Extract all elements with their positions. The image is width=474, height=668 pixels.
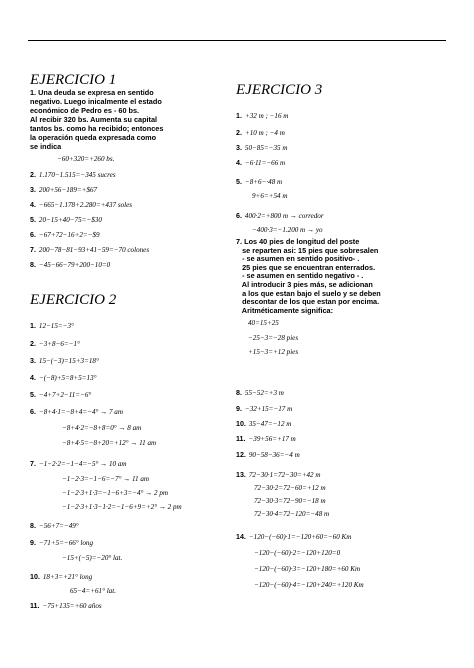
intro-line: se indica [30,142,62,151]
ex3-subline: −120−(−60)·3=−120+180=+60 Km [254,565,361,573]
ex3-item: 3. 50−85=−35 m [236,144,288,152]
ex2-item: 1. 12−15=−3° [30,322,74,330]
ex3-item: 5. −8+6−·48 m [236,178,283,186]
ex2-item: 7. −1−2·2=−1−4=−5° → 10 am [30,460,127,468]
ex2-subline: −8+4·2=−8+8=0° → 8 am [62,424,142,432]
ex3-item: 11. −39+56=+17 m [236,435,296,443]
ex2-subline: −15+(−5)=−20° lat. [62,554,123,562]
ejercicio-1-formula: −60+320=+260 bs. [57,155,115,163]
ex3-subline: −120−(−60)·2=−120+120=0 [254,549,341,557]
ex2-item: 5. −4+7+2−11=−6° [30,391,92,399]
ex3-item-7-text: 7. Los 40 pies de longitud del poste se reparten asi: 15 pies que sobresalen - se asumen en sentido positivo- . 25 pies que se encuentran enterrados. - se asumen en sentido negativo - . Al introducir 3 pies más, se adicionan a los que estan bajo el suelo y se deben descontar de los que estan por encima. Aritméticamente significa: [236,237,381,315]
ejercicio-3-title: EJERCICIO 3 [236,82,323,98]
ex2-item: 8. −56+7=−49° [30,522,79,530]
ex2-item: 11. −75+135=+60 años [30,602,102,610]
ex3-calc-line: 40=15+25 [248,319,279,327]
ex1-item: 3. 200+56−189=+$67 [30,186,98,194]
intro-line: negativo. Luego inicalmente el estado [30,97,162,106]
ex3-item: 14. −120−(−60)·1=−120+60=−60 Km [236,533,352,541]
ex2-item: 3. 15−(−3)=15+3=18° [30,357,99,365]
intro-line: 1. Una deuda se expresa en sentido [30,88,154,97]
ex3-item: 12. 90−58−36=−4 m [236,451,300,459]
ex3-item: 8. 55−52=+3 m [236,389,284,397]
ejercicio-2-title: EJERCICIO 2 [30,292,117,308]
ex3-item: 2. +10 m ; −4 m [236,129,285,137]
ex2-item: 2. −3+8−6=−1° [30,340,80,348]
ex3-calc-line: −25−3=−28 pies [248,334,299,342]
ex3-item: 1. +32 m ; −16 m [236,112,289,120]
ex3-subline: 72−30·3=72−90=−18 m [254,497,326,505]
top-rule [28,40,446,41]
ex2-subline: −8+4·5=−8+20=+12° → 11 am [62,439,157,447]
ex3-subline: 72−30·2=72−60=+12 m [254,484,326,492]
ex2-item: 10. 18+3=+21° long [30,573,93,581]
intro-line: la operación queda expresada como [30,133,157,142]
ex1-item: 5. 20−15+40−75=−$30 [30,216,102,224]
ex2-subline: −1−2·3+1·3=−1−6+3=−4° → 2 pm [62,489,169,497]
ex1-item: 8. −45−66−79+200−10=0 [30,261,111,269]
ex3-subline: −400·3=−1.200 m → yo [252,226,323,234]
ex3-item: 6. 400·2=+800 m → corredor [236,212,324,220]
ex2-item: 9. −71+5=−66° long [30,539,94,547]
ex1-item: 4. −665−1.178+2.280=+437 soles [30,201,133,209]
ex2-item: 6. −8+4·1=−8+4=−4° → 7 am [30,408,123,416]
intro-line: Al recibir 320 bs. Aumenta su capital [30,115,158,124]
ex3-item: 9. −32+15=−17 m [236,405,293,413]
ejercicio-1-title: EJERCICIO 1 [30,72,117,88]
ex2-subline: 65−4=+61° lat. [70,587,116,595]
ex3-subline: 9+6=+54 m [252,192,288,200]
ex2-subline: −1−2·3+1·3−1·2=−1−6+9=+2° → 2 pm [62,503,182,511]
ex3-item: 10. 35−47=−12 m [236,420,292,428]
ex2-item: 4. −(−8)+5=8+5=13° [30,374,97,382]
ex3-item: 4. −6·11=−66 m [236,159,286,167]
intro-line: económico de Pedro es - 60 bs. [30,106,140,115]
ex3-calc-line: +15−3=+12 pies [248,348,299,356]
ex3-item: 13. 72−30·1=72−30=+42 m [236,471,321,479]
intro-line: tantos bs. como ha recibido; entonces [30,124,164,133]
ex1-item: 7. 200−78−81−93+41−59=−70 colones [30,246,150,254]
ex1-item: 2. 1.170−1.515=−345 sucres [30,171,116,179]
ex2-subline: −1−2·3=−1−6=−7° → 11 am [62,475,150,483]
ex3-subline: −120−(−60)·4=−120+240=+120 Km [254,581,364,589]
ex1-item: 6. −67+72−16+2=−$9 [30,231,100,239]
ex3-subline: 72−30·4=72−120=−48 m [254,510,330,518]
